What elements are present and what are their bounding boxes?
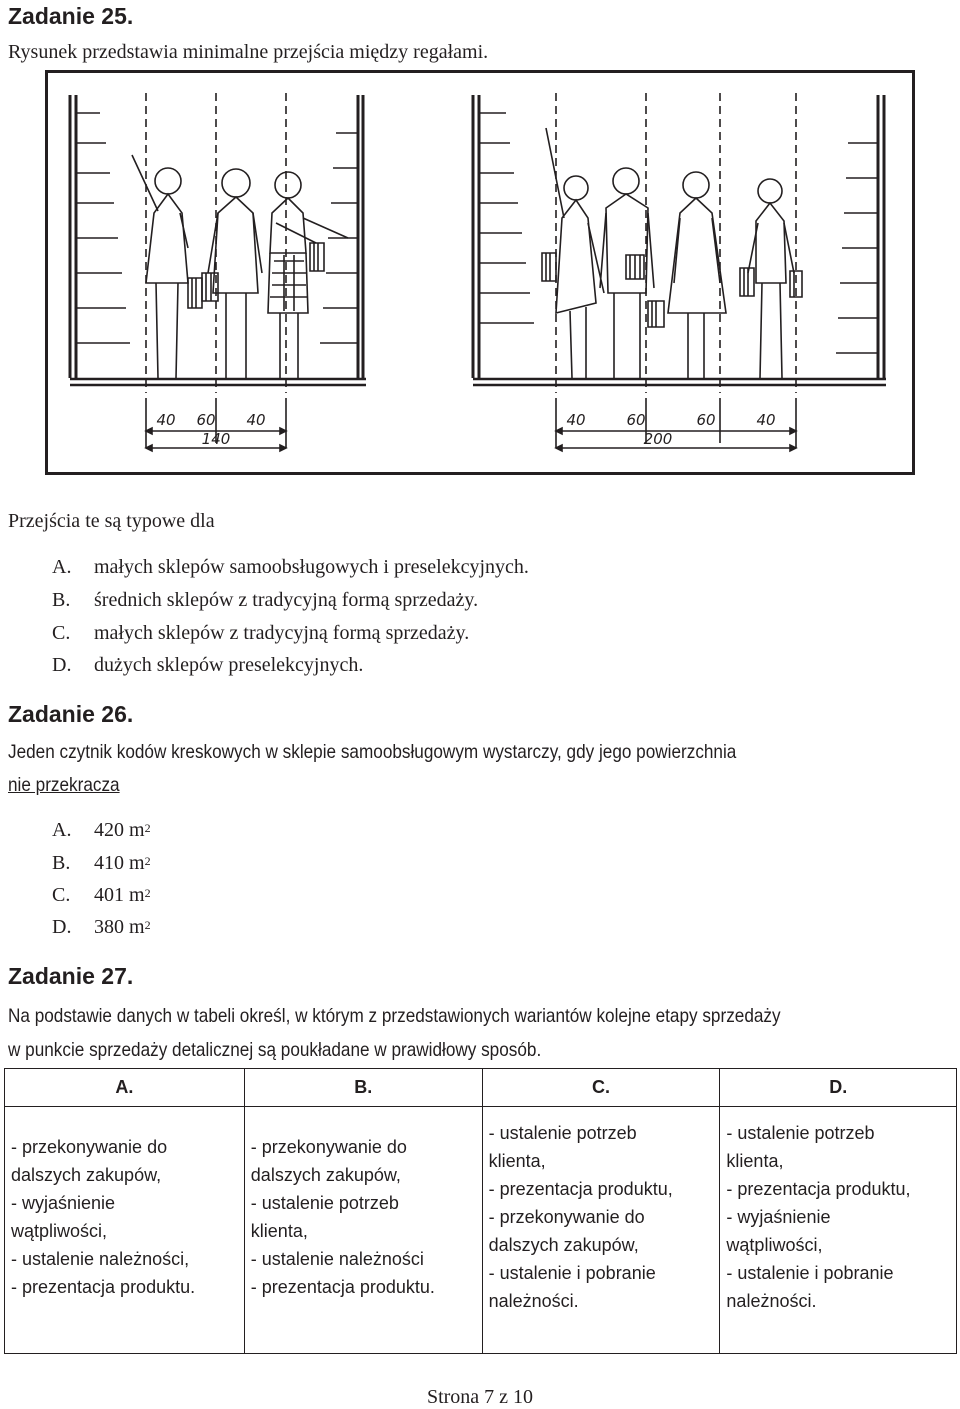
variant-c-cell <box>482 1107 720 1354</box>
answer-option: D. dużych sklepów preselekcyjnych. <box>52 654 364 676</box>
step-item: - przekonywanie do dalszych zakupów, <box>250 1137 407 1185</box>
step-item: - ustalenie potrzeb klienta, <box>250 1193 399 1241</box>
dim-left-3: 40 <box>246 411 266 429</box>
dim-left-1: 40 <box>156 411 176 429</box>
task-27-text-line1: Na podstawie danych w tabeli określ, w którym z przedstawionych wariantów kolejne etapy sprzedaży <box>8 1005 781 1027</box>
step-item: - prezentacja produktu, <box>726 1179 911 1199</box>
column-header: A. <box>5 1069 245 1107</box>
step-item: - wyjaśnienie wątpliwości, <box>726 1207 831 1255</box>
step-item: - ustalenie potrzeb klienta, <box>726 1123 875 1171</box>
step-item: - prezentacja produktu. <box>11 1277 196 1297</box>
answer-option: B. średnich sklepów z tradycyjną formą sprzedaży. <box>52 589 479 611</box>
task-26-title: Zadanie 26. <box>8 701 134 727</box>
step-item: - ustalenie należności, <box>11 1249 190 1269</box>
task-27-title: Zadanie 27. <box>8 963 134 989</box>
step-item: - przekonywanie do dalszych zakupów, <box>488 1207 645 1255</box>
task-27-text-line2: w punkcie sprzedaży detalicznej są poukładane w prawidłowy sposób. <box>8 1039 542 1061</box>
answer-option: D. 380 $m^2$ <box>52 916 151 938</box>
dim-right-4: 40 <box>756 411 776 429</box>
table-row <box>5 1107 957 1354</box>
dim-right-1: 40 <box>566 411 586 429</box>
task-25-intro: Rysunek przedstawia minimalne przejścia między regałami. <box>8 41 489 63</box>
variant-a-cell <box>5 1107 245 1354</box>
task-25-question: Przejścia te są typowe dla <box>8 510 215 532</box>
step-item: - ustalenie i pobranie należności. <box>488 1263 656 1311</box>
answer-option: C. małych sklepów z tradycyjną formą sprzedaży. <box>52 622 470 644</box>
left-scene <box>70 93 366 451</box>
step-item: - ustalenie potrzeb klienta, <box>488 1123 637 1171</box>
dim-right-2: 60 <box>626 411 646 429</box>
step-item: - ustalenie i pobranie należności. <box>726 1263 894 1311</box>
step-item: - wyjaśnienie wątpliwości, <box>11 1193 116 1241</box>
task-26-text-line1: Jeden czytnik kodów kreskowych w sklepie samoobsługowym wystarczy, gdy jego powierzchnia <box>8 741 737 763</box>
column-header: C. <box>482 1069 720 1107</box>
variant-d-cell <box>720 1107 957 1354</box>
answer-option: A. małych sklepów samoobsługowych i preselekcyjnych. <box>52 556 529 578</box>
page-number: Strona 7 z 10 <box>426 1386 534 1408</box>
task-25-title: Zadanie 25. <box>8 3 134 29</box>
table-header-row <box>5 1069 957 1107</box>
step-item: - przekonywanie do dalszych zakupów, <box>11 1137 168 1185</box>
shelf-aisles-figure <box>45 70 915 475</box>
answer-option: A. 420 $m^2$ <box>52 819 151 841</box>
right-scene <box>473 93 886 451</box>
answer-option: B. 410 $m^2$ <box>52 852 151 874</box>
dim-left-2: 60 <box>196 411 216 429</box>
dim-left-total: 140 <box>201 430 231 448</box>
step-item: - ustalenie należności <box>250 1249 424 1269</box>
answer-option: C. 401 $m^2$ <box>52 884 151 906</box>
task-26-text-line2: nie przekracza <box>8 774 120 796</box>
step-item: - prezentacja produktu, <box>488 1179 673 1199</box>
column-header: B. <box>244 1069 482 1107</box>
dim-right-total: 200 <box>643 430 673 448</box>
column-header: D. <box>720 1069 957 1107</box>
sales-stages-table <box>4 1068 957 1354</box>
variant-b-cell <box>244 1107 482 1354</box>
step-item: - prezentacja produktu. <box>250 1277 435 1297</box>
dim-right-3: 60 <box>696 411 716 429</box>
figure-drawing <box>48 73 912 472</box>
